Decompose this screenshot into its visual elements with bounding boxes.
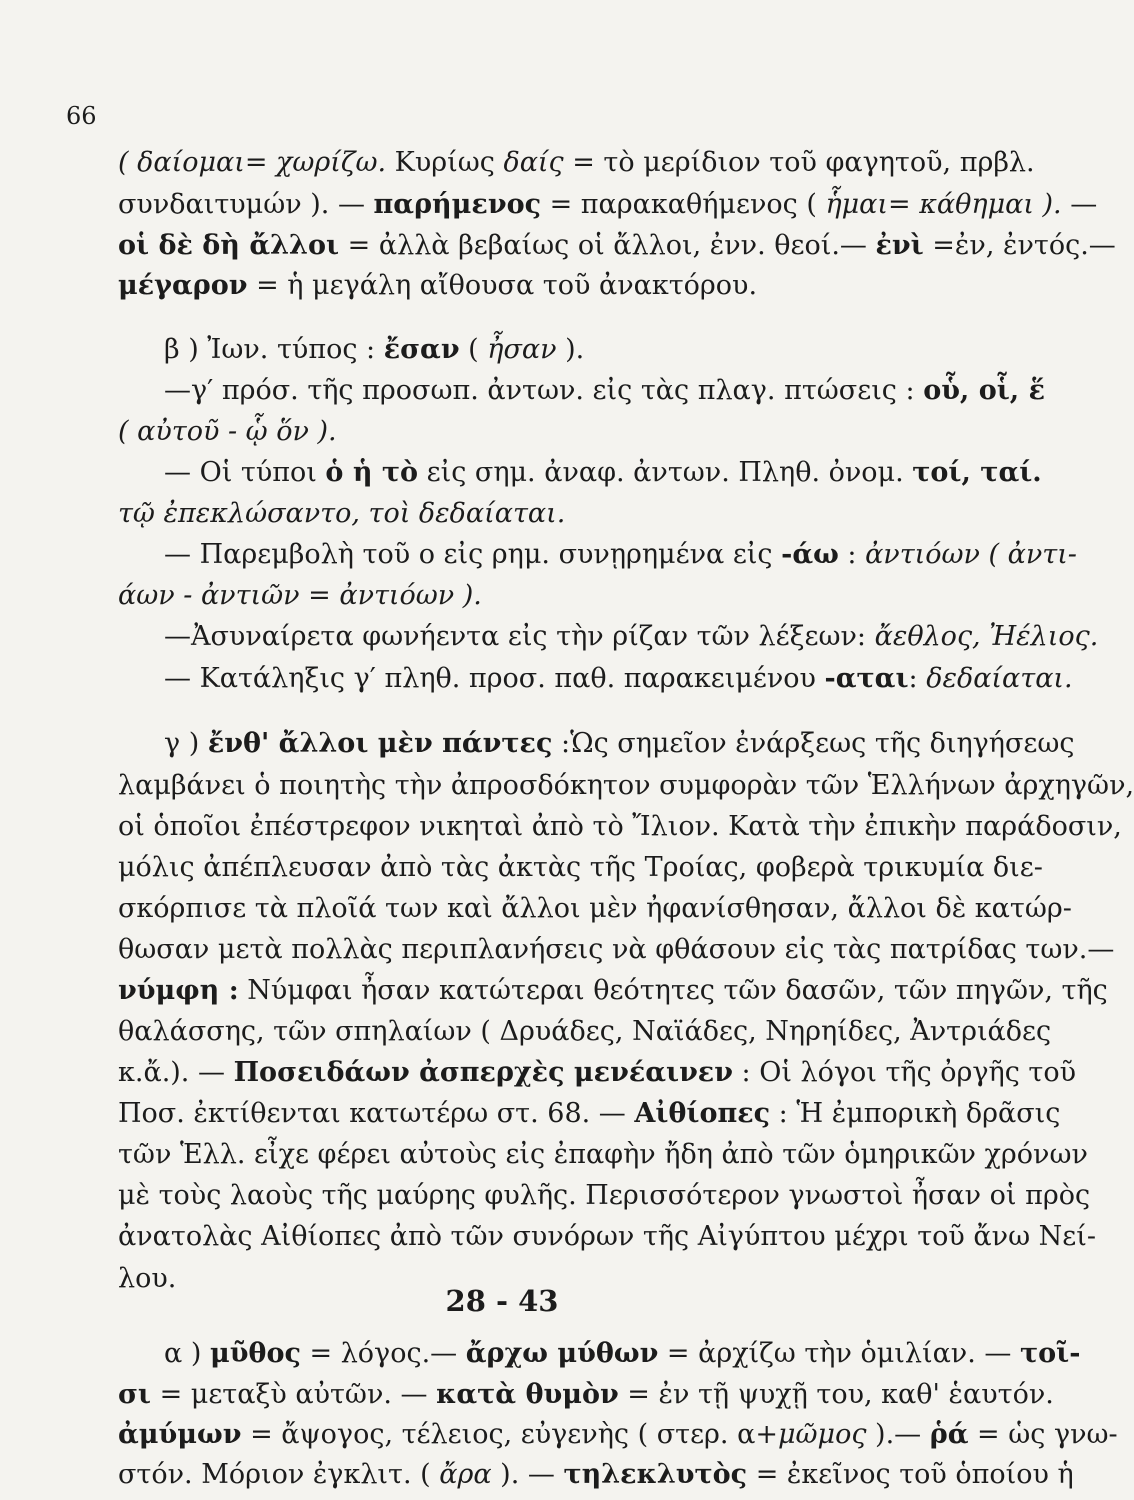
text-segment: β ) Ἰων. τύπος : — [164, 334, 384, 365]
text-segment: γ ) — [164, 728, 208, 759]
text-segment: ). — [556, 334, 585, 365]
section-heading: 28 - 43 — [445, 1284, 559, 1318]
bold-term: ὁ ἡ τὸ — [325, 457, 419, 488]
text-segment: — — [1061, 189, 1098, 220]
text-line — [118, 146, 1035, 180]
text-line — [164, 727, 1075, 761]
text-segment: :Ὡς σημεῖον ἐνάρξεως τῆς διηγήσεως — [552, 728, 1075, 759]
bold-term: κατὰ θυμὸν — [436, 1379, 619, 1410]
text-segment: τῶν Ἑλλ. εἶχε φέρει αὐτοὺς εἰς ἐπαφὴν ἤδη ἀπὸ τῶν ὁμηρικῶν χρόνων — [118, 1139, 1088, 1170]
text-segment: = λόγος.— — [300, 1338, 466, 1369]
text-segment: ).— — [866, 1419, 930, 1450]
bold-term: παρήμενος — [373, 189, 542, 220]
text-line — [118, 1056, 1077, 1090]
bold-term: Αἰθίοπες — [634, 1098, 771, 1129]
text-segment: θωσαν μετὰ πολλὰς περιπλανήσεις νὰ φθάσουν εἰς τὰς πατρίδας των.— — [118, 934, 1115, 965]
text-segment: μόλις ἀπέπλευσαν ἀπὸ τὰς ἀκτὰς τῆς Τροίας, φοβερὰ τρικυμία διε- — [118, 852, 1043, 883]
text-segment: οἱ ὁποῖοι ἐπέστρεφον νικηταὶ ἀπὸ τὸ Ἴλιον. Κατὰ τὴν ἐπικὴν παράδοσιν, — [118, 811, 1122, 842]
text-line — [164, 1337, 1081, 1371]
text-segment: = ἐκεῖνος τοῦ ὁποίου ἡ — [747, 1459, 1074, 1490]
text-line — [118, 810, 1122, 844]
text-line — [164, 333, 970, 367]
page-number: 66 — [66, 102, 97, 130]
italic-text: μῶμος — [777, 1419, 867, 1450]
text-segment: = μεταξὺ αὐτῶν. — — [150, 1379, 437, 1410]
text-segment: κ.ἄ.). — — [118, 1057, 234, 1088]
text-line — [118, 1458, 1074, 1492]
bold-term: νύμφη : — [118, 975, 239, 1006]
italic-text: δεδαίαται. — [926, 663, 1073, 694]
text-line — [164, 538, 1077, 572]
text-segment: Ποσ. ἐκτίθενται κατωτέρω στ. 68. — — [118, 1098, 635, 1129]
text-segment: Νύμφαι ἦσαν κατώτεραι θεότητες τῶν δασῶν, τῶν πηγῶν, τῆς — [238, 975, 1108, 1006]
text-segment: εἰς σημ. ἀναφ. ἀντων. Πληθ. ὀνομ. — [418, 457, 913, 488]
italic-text: ( αὐτοῦ - ᾧ ὅν ). — [118, 416, 337, 447]
bold-term: τοί, ταί. — [912, 457, 1042, 488]
text-segment: = παρακαθήμενος ( — [541, 189, 826, 220]
bold-term: τοῖ- — [1019, 1338, 1081, 1369]
text-segment: : Οἱ λόγοι τῆς ὀργῆς τοῦ — [732, 1057, 1077, 1088]
bold-term: -άω — [781, 539, 839, 570]
text-line — [118, 1418, 1118, 1452]
bold-term: μῦθος — [209, 1338, 301, 1369]
text-line — [118, 1138, 1088, 1172]
text-segment: λαμβάνει ὁ ποιητὴς τὴν ἀπροσδόκητον συμφορὰν τῶν Ἑλλήνων ἀρχηγῶν, — [118, 770, 1134, 801]
text-segment: — Οἱ τύποι — [164, 457, 326, 488]
text-line — [118, 1378, 1054, 1412]
text-line — [118, 1179, 1091, 1213]
text-line — [164, 662, 1073, 696]
bold-term: ῥά — [929, 1419, 969, 1450]
text-line — [118, 1220, 1096, 1254]
text-line — [118, 188, 1098, 222]
bold-term: μέγαρον — [118, 270, 248, 301]
text-segment: — Παρεμβολὴ τοῦ ο εἰς ρημ. συνῃρημένα εἰς — [164, 539, 782, 570]
text-segment: συνδαιτυμών ). — — [118, 189, 374, 220]
bold-term: ἀμύμων — [118, 1419, 242, 1450]
text-segment: μὲ τοὺς λαοὺς τῆς μαύρης φυλῆς. Περισσότερον γνωστοὶ ἦσαν οἱ πρὸς — [118, 1180, 1091, 1211]
text-line — [118, 933, 1115, 967]
text-segment: : — [908, 663, 927, 694]
text-segment: = ἐν τῇ ψυχῇ του, καθ' ἑαυτόν. — [618, 1379, 1054, 1410]
text-segment: : — [838, 539, 866, 570]
text-line — [118, 1097, 1061, 1131]
text-line — [118, 769, 1134, 803]
text-segment: = ἀλλὰ βεβαίως οἱ ἄλλοι, ἐνν. θεοί.— — [339, 230, 876, 261]
text-segment: = ὡς γνω- — [968, 1419, 1118, 1450]
bold-term: σι — [118, 1379, 151, 1410]
bold-term: οἱ δὲ δὴ ἄλλοι — [118, 230, 340, 261]
italic-text: ἄρα — [439, 1459, 492, 1490]
text-segment: —γ′ πρόσ. τῆς προσωπ. ἀντων. εἰς τὰς πλαγ. πτώσεις : — [164, 375, 924, 406]
text-line — [118, 579, 970, 613]
bold-term: τηλεκλυτὸς — [563, 1459, 748, 1490]
italic-text: ἦσαν — [487, 334, 557, 365]
text-segment: = ἀρχίζω τὴν ὁμιλίαν. — — [658, 1338, 1020, 1369]
text-segment: Κυρίως — [394, 147, 504, 178]
text-segment: ). — — [491, 1459, 564, 1490]
text-segment: — Κατάληξις γ′ πληθ. προσ. παθ. παρακειμένου — [164, 663, 825, 694]
italic-text: άων - ἀντιῶν = ἀντιόων ). — [118, 580, 482, 611]
text-line — [118, 851, 1043, 885]
italic-text: ἀντιόων ( ἀντι- — [865, 539, 1077, 570]
bold-term: ἄρχω μύθων — [465, 1338, 659, 1369]
text-line — [118, 892, 1072, 926]
text-line — [118, 415, 970, 449]
text-line — [118, 1015, 1052, 1049]
text-segment: στόν. Μόριον ἐγκλιτ. ( — [118, 1459, 440, 1490]
text-line — [118, 229, 1116, 263]
text-segment: = τὸ μερίδιον τοῦ φαγητοῦ, πρβλ. — [563, 147, 1035, 178]
bold-term: οὗ, οἷ, ἕ — [923, 375, 1046, 406]
text-line — [118, 269, 970, 303]
text-line — [118, 497, 970, 531]
italic-text: τῷ ἐπεκλώσαντο, τοὶ δεδαίαται. — [118, 498, 566, 529]
bold-term: -αται — [824, 663, 909, 694]
italic-text: ( δαίομαι= χωρίζω. — [118, 147, 395, 178]
text-segment: ( — [459, 334, 488, 365]
text-segment: = ἄψογος, τέλειος, εὐγενὴς ( στερ. α+ — [241, 1419, 778, 1450]
text-line — [164, 620, 1099, 654]
text-line — [164, 456, 1042, 490]
italic-text: δαίς — [503, 147, 564, 178]
bold-term: ἐνὶ — [875, 230, 924, 261]
text-segment: =ἐν, ἐντός.— — [923, 230, 1116, 261]
text-segment: λου. — [118, 1263, 177, 1294]
text-line — [164, 374, 1046, 408]
text-segment: = ἡ μεγάλη αἴθουσα τοῦ ἀνακτόρου. — [247, 270, 758, 301]
text-segment: —Ἀσυναίρετα φωνήεντα εἰς τὴν ρίζαν τῶν λέξεων: — [164, 621, 875, 652]
text-segment: α ) — [164, 1338, 210, 1369]
italic-text: ἧμαι= κάθημαι ). — [825, 189, 1062, 220]
text-segment: θαλάσσης, τῶν σπηλαίων ( Δρυάδες, Ναϊάδες, Νηρηίδες, Ἀντριάδες — [118, 1016, 1052, 1047]
italic-text: ἄεθλος, Ἠέλιος. — [874, 621, 1099, 652]
text-segment: : Ἡ ἐμπορικὴ δρᾶσις — [770, 1098, 1061, 1129]
bold-term: ἔνθ' ἄλλοι μὲν πάντες — [207, 728, 553, 759]
bold-term: ἔσαν — [383, 334, 460, 365]
text-segment: σκόρπισε τὰ πλοῖά των καὶ ἄλλοι μὲν ἠφανίσθησαν, ἄλλοι δὲ κατώρ- — [118, 893, 1072, 924]
text-line — [118, 974, 1108, 1008]
text-segment: ἀνατολὰς Αἰθίοπες ἀπὸ τῶν συνόρων τῆς Αἰγύπτου μέχρι τοῦ ἄνω Νεί- — [118, 1221, 1096, 1252]
bold-term: Ποσειδάων ἀσπερχὲς μενέαινεν — [233, 1057, 733, 1088]
